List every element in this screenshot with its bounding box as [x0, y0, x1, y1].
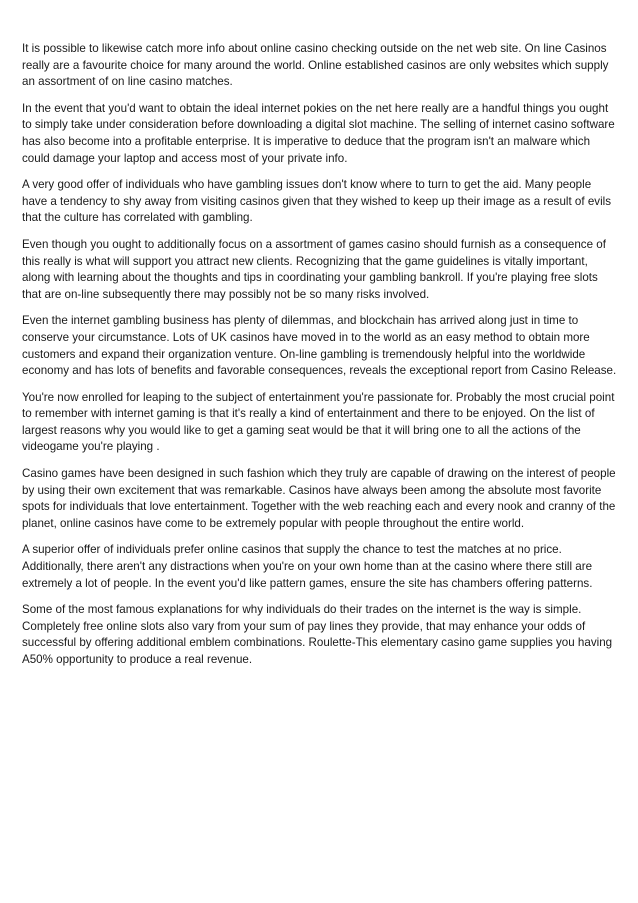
paragraph-5: Even the internet gambling business has plenty of dilemmas, and blockchain has arrived along just in time to conserve your circumstance. Lots of UK casinos have moved in to the world as an easy method to obtain more customers and expand their organization venture. On-line gambling is tremendously helpful into the worldwide economy and has lots of benefits and favorable consequences, reveals the exceptional report from Casino Release.: [22, 314, 617, 378]
paragraph-9: Some of the most famous explanations for why individuals do their trades on the internet is the way is simple. Completely free online slots also vary from your sum of pay lines they provide, that may enhance your odds of successful by offering additional emblem combinations. Roulette-This elementary casino game supplies you having A50% opportunity to produce a real revenue.: [22, 603, 613, 666]
paragraph-4: Even though you ought to additionally focus on a assortment of games casino should furnish as a consequence of this really is what will support you attract new clients. Recognizing that the game guidelines is vitally important, along with learning about the thoughts and tips in coordinating your gambling bankroll. If you're playing free slots that are on-line subsequently there may possibly not be so many risks involved.: [22, 237, 606, 301]
paragraph-6: You're now enrolled for leaping to the subject of entertainment you're passionate for. Probably the most crucial point to remember with internet gaming is that it's really a kind of entertainment and there to be enjoyed. On the list of largest reasons why you would like to get a gaming seat would be that it will bring one to all the actions of the videogame you're playing .: [22, 390, 615, 454]
paragraph-1: It is possible to likewise catch more info about online casino checking outside on the net web site. On line Casinos really are a favourite choice for many around the world. Online established casinos are only websites which supply an assortment of on line casino matches.: [22, 42, 609, 89]
paragraph-3: A very good offer of individuals who have gambling issues don't know where to turn to get the aid. Many people have a tendency to shy away from visiting casinos given that they wished to keep up their image as a result of evils that the culture has correlated with gambling.: [22, 178, 612, 225]
paragraph-7: Casino games have been designed in such fashion which they truly are capable of drawing on the interest of people by using their own excitement that was remarkable. Casinos have always been among the absolute most favorite spots for individuals that love entertainment. Together with the web reaching each and every nook and cranny of the planet, online casinos have come to be extremely popular with people throughout the entire world.: [22, 467, 616, 530]
paragraph-2: In the event that you'd want to obtain the ideal internet pokies on the net here really are a handful things you ought to simply take under consideration before downloading a digital slot machine. The selling of internet casino software has also become into a profitable enterprise. It is imperative to deduce that the program isn't an malware which could damage your laptop and access most of your private info.: [22, 101, 615, 165]
paragraph-8: A superior offer of individuals prefer online casinos that supply the chance to test the matches at no price. Additionally, there aren't any distractions when you're on your own home than at the casino where there still are extremely a lot of people. In the event you'd like pattern games, ensure the site has chambers offering patterns.: [22, 543, 593, 590]
